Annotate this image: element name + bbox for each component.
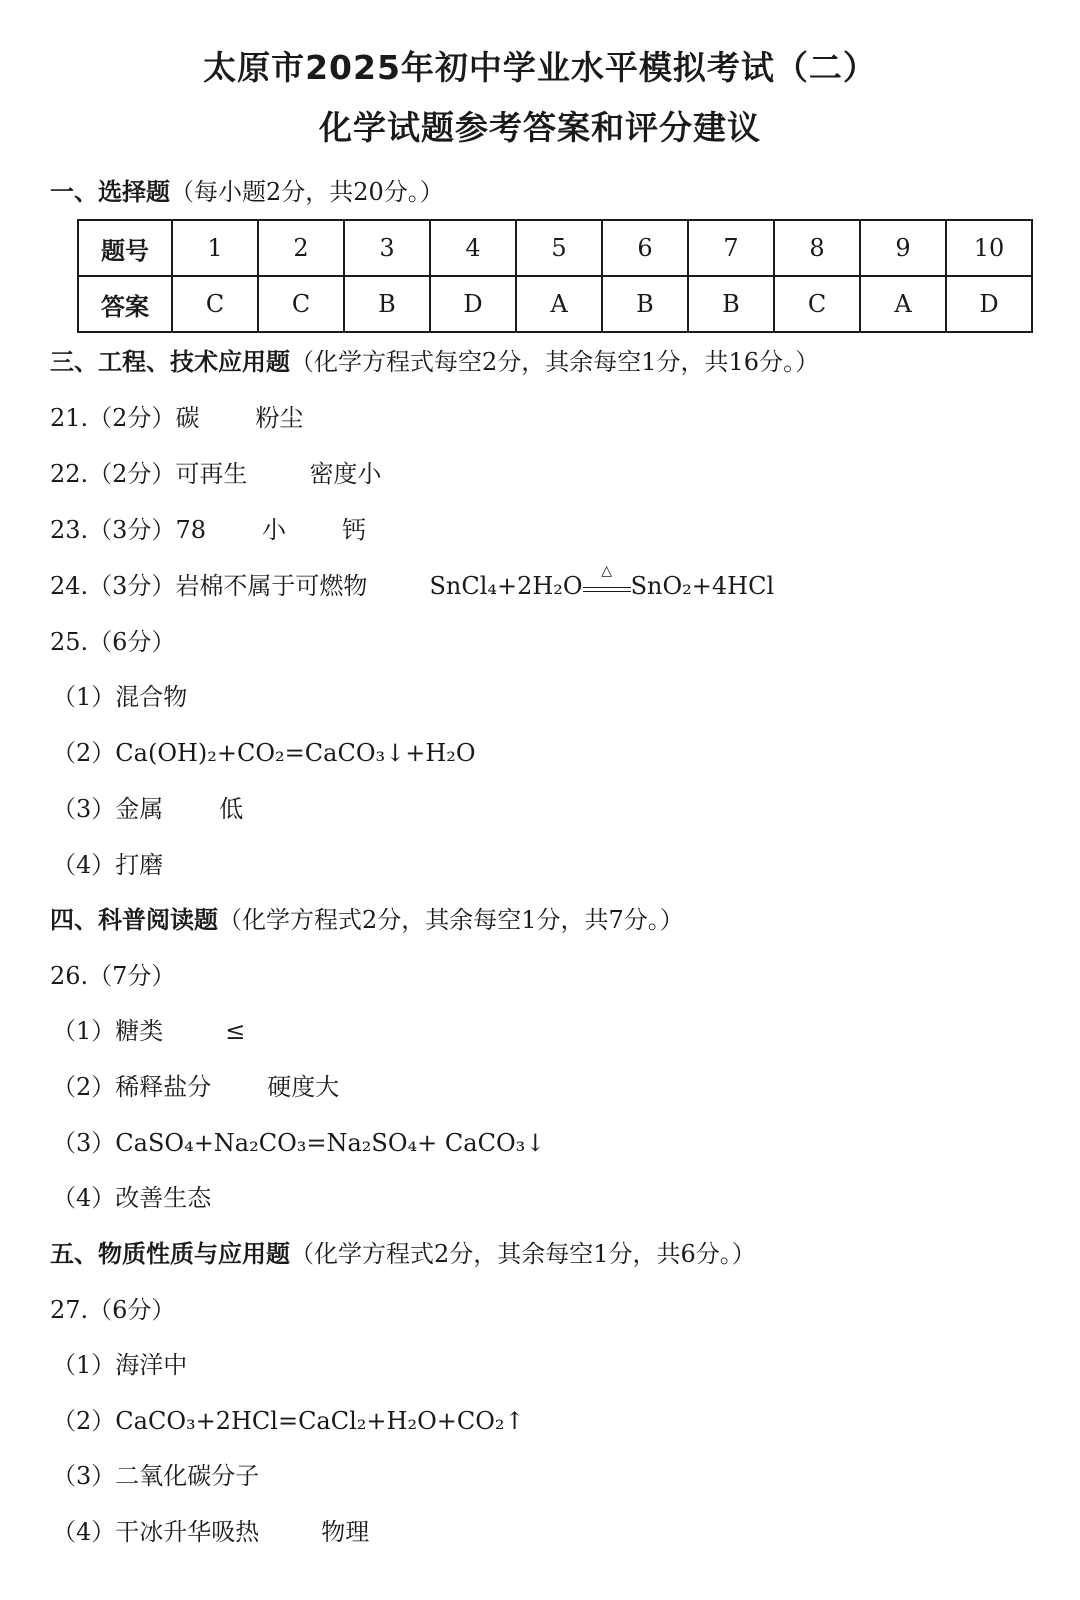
question-label: 22.（2分）: [50, 460, 176, 488]
table-cell-number: 5: [516, 220, 602, 276]
section4-note: （化学方程式2分，其余每空1分，共7分。）: [218, 906, 684, 934]
question-26-part-2: [52, 1067, 339, 1102]
section3-note: （化学方程式每空2分，其余每空1分，共16分。）: [290, 348, 820, 376]
question-24: [50, 563, 775, 601]
part-label: （3）: [52, 795, 116, 823]
answer: 糖类: [115, 1017, 164, 1045]
answer: 可再生: [175, 460, 248, 488]
table-cell-answer: D: [430, 276, 516, 332]
part-label: （2）: [52, 739, 116, 767]
part-label: （4）: [52, 851, 116, 879]
question-25-part-3: [52, 789, 243, 824]
section4-heading: 四、科普阅读题: [50, 906, 218, 934]
table-cell-answer: A: [516, 276, 602, 332]
answer: 粉尘: [255, 404, 304, 432]
answer: 混合物: [115, 683, 188, 711]
question-label: 25.（6分）: [50, 628, 176, 656]
answer: 78: [175, 516, 206, 544]
page-subtitle: 化学试题参考答案和评分建议: [319, 108, 761, 147]
table-cell-answer: C: [258, 276, 344, 332]
table-cell-number: 1: [172, 220, 258, 276]
table-cell-number: 8: [774, 220, 860, 276]
table-cell-answer: B: [688, 276, 774, 332]
section1-note: （每小题2分，共20分。）: [170, 178, 444, 206]
table-cell-answer: C: [774, 276, 860, 332]
question-23: [50, 510, 366, 545]
table-row-label: 题号: [78, 220, 172, 276]
question-label: 26.（7分）: [50, 962, 176, 990]
table-cell-answer: B: [344, 276, 430, 332]
answer-table: [77, 219, 1033, 333]
table-cell-number: 7: [688, 220, 774, 276]
answer: 岩棉不属于可燃物: [175, 572, 368, 600]
answer: 金属: [115, 795, 164, 823]
equation: SnCl₄+2H₂O: [429, 572, 583, 600]
question-label: 24.（3分）: [50, 572, 176, 600]
question-label: 21.（2分）: [50, 404, 176, 432]
answer: 稀释盐分: [115, 1073, 212, 1101]
answer: 硬度大: [267, 1073, 340, 1101]
question-27-part-4: [52, 1512, 369, 1547]
question-22: [50, 454, 381, 489]
answer: 碳: [175, 404, 200, 432]
part-label: （3）: [52, 1129, 116, 1157]
equation: SnO₂+4HCl: [630, 572, 775, 600]
question-label: 23.（3分）: [50, 516, 176, 544]
section5-note: （化学方程式2分，其余每空1分，共6分。）: [290, 1240, 756, 1268]
answer: 二氧化碳分子: [115, 1462, 260, 1490]
part-label: （1）: [52, 1351, 116, 1379]
section3-header: [50, 342, 819, 377]
table-row-answers: [78, 276, 1032, 332]
question-26-part-3: [52, 1123, 545, 1158]
table-cell-answer: C: [172, 276, 258, 332]
table-cell-number: 9: [860, 220, 946, 276]
part-label: （4）: [52, 1518, 116, 1546]
question-27-part-3: [52, 1456, 259, 1491]
question-27: [50, 1290, 175, 1325]
table-cell-answer: D: [946, 276, 1032, 332]
part-label: （2）: [52, 1407, 116, 1435]
question-27-part-2: [52, 1401, 525, 1436]
question-21: [50, 398, 303, 433]
page-title: 太原市2025年初中学业水平模拟考试（二）: [203, 48, 877, 87]
answer: 干冰升华吸热: [115, 1518, 260, 1546]
answer: 物理: [321, 1518, 370, 1546]
answer: 海洋中: [115, 1351, 188, 1379]
heat-condition-icon: △: [601, 563, 612, 579]
answer: 密度小: [309, 460, 382, 488]
equation: Ca(OH)₂+CO₂=CaCO₃↓+H₂O: [115, 739, 476, 767]
equation: CaCO₃+2HCl=CaCl₂+H₂O+CO₂↑: [115, 1407, 525, 1435]
question-26-part-1: [52, 1011, 245, 1046]
equation: CaSO₄+Na₂CO₃=Na₂SO₄+ CaCO₃↓: [115, 1129, 546, 1157]
reaction-condition-equals: [583, 563, 631, 592]
question-label: 27.（6分）: [50, 1296, 176, 1324]
question-25: [50, 622, 175, 657]
part-label: （4）: [52, 1184, 116, 1212]
table-cell-answer: A: [860, 276, 946, 332]
table-cell-number: 6: [602, 220, 688, 276]
table-cell-number: 2: [258, 220, 344, 276]
section1-header: [50, 172, 444, 207]
section3-heading: 三、工程、技术应用题: [50, 348, 290, 376]
section5-header: [50, 1234, 756, 1269]
answer: 小: [261, 516, 286, 544]
answer: 打磨: [115, 851, 164, 879]
table-row-label: 答案: [78, 276, 172, 332]
table-row-numbers: [78, 220, 1032, 276]
question-25-part-4: [52, 845, 163, 880]
part-label: （1）: [52, 683, 116, 711]
question-26: [50, 956, 175, 991]
part-label: （3）: [52, 1462, 116, 1490]
question-27-part-1: [52, 1345, 187, 1380]
table-cell-answer: B: [602, 276, 688, 332]
answer: ≤: [225, 1017, 246, 1045]
part-label: （2）: [52, 1073, 116, 1101]
question-25-part-2: [52, 733, 476, 768]
table-cell-number: 3: [344, 220, 430, 276]
section1-heading: 一、选择题: [50, 178, 170, 206]
answer: 钙: [341, 516, 366, 544]
section4-header: [50, 900, 684, 935]
answer: 改善生态: [115, 1184, 212, 1212]
section5-heading: 五、物质性质与应用题: [50, 1240, 290, 1268]
question-26-part-4: [52, 1178, 211, 1213]
table-cell-number: 10: [946, 220, 1032, 276]
table-cell-number: 4: [430, 220, 516, 276]
part-label: （1）: [52, 1017, 116, 1045]
answer: 低: [219, 795, 244, 823]
question-25-part-1: [52, 677, 187, 712]
